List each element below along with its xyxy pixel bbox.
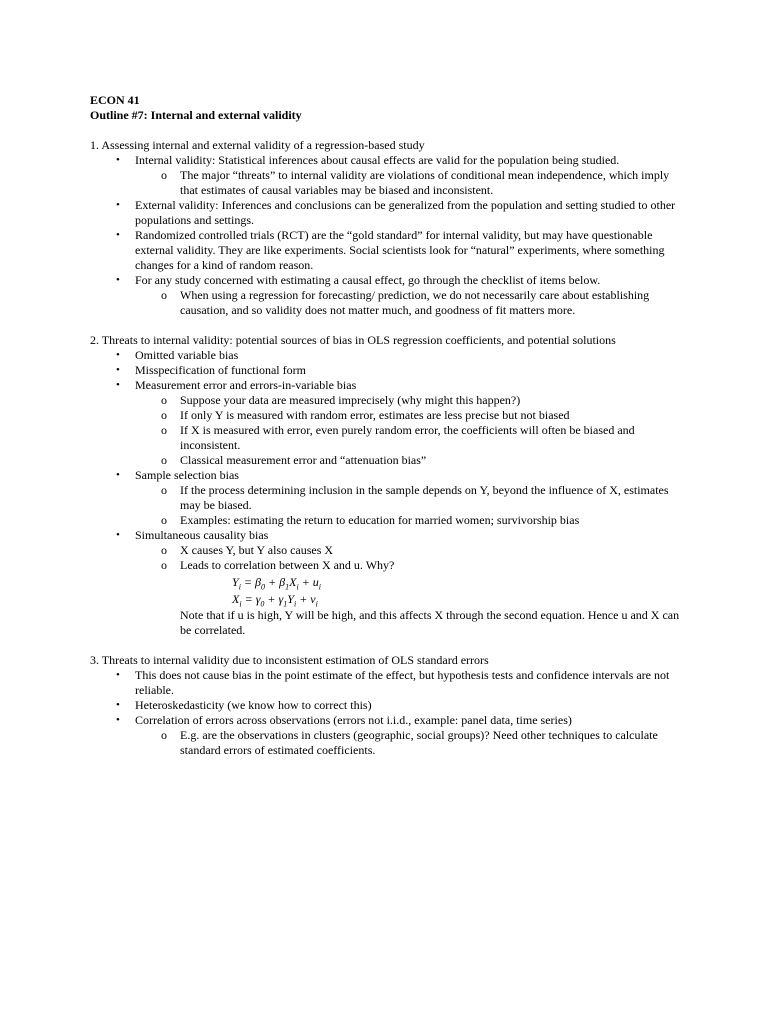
bullet-icon: • <box>116 669 120 681</box>
sub-list-item: o If the process determining inclusion in the sample depends on Y, beyond the influence of X, estimates may be biased. <box>161 483 669 512</box>
sub-list <box>135 483 685 528</box>
sub-list-item: o If only Y is measured with random error, estimates are less precise but not biased <box>161 408 570 422</box>
outline-title: Outline #7: Internal and external validity <box>90 108 302 122</box>
course-title: ECON 41 <box>90 93 140 107</box>
sub-list-item: o When using a regression for forecasting/ prediction, we do not necessarily care about establishing causation, and so validity does not matter much, and goodness of fit matters more. <box>161 288 650 317</box>
bullet-icon: • <box>116 469 120 481</box>
section-2 <box>90 333 685 638</box>
section-3-list <box>90 668 685 758</box>
sub-list-item: o E.g. are the observations in clusters (geographic, social groups)? Need other techniques to calculate standard errors of estimated coefficients. <box>161 728 658 757</box>
bullet-icon: • <box>116 699 120 711</box>
list-item: • Internal validity: Statistical inferences about causal effects are valid for the population being studied. o The major “threats” to internal validity are violations of conditional mean independence, which imply that estimates of causal variables may be biased and inconsistent. <box>90 153 685 198</box>
list-item: • External validity: Inferences and conclusions can be generalized from the population and setting studied to other populations and settings. <box>116 198 676 227</box>
section-2-title: 2. Threats to internal validity: potential sources of bias in OLS regression coefficients, and potential solutions <box>90 333 616 347</box>
sub-list <box>135 393 685 468</box>
sub-list-item: o X causes Y, but Y also causes X <box>161 543 334 557</box>
sub-list-item: o Examples: estimating the return to education for married women; survivorship bias <box>161 513 580 527</box>
bullet-icon: • <box>116 364 120 376</box>
list-item: • Misspecification of functional form <box>116 363 306 377</box>
sub-list-item: o Leads to correlation between X and u. Why? $Y_i = \beta_0 + \beta_1X_i + u_i$ $X_i = \gamma_0 + \gamma_1Y_i + v_i$ Note that if u is high, Y will be high, and this affects X through the second equation. Hence u and X can be correlated. <box>135 558 685 638</box>
section-2-list <box>90 348 685 638</box>
sub-bullet-icon: o <box>161 168 167 182</box>
list-item: • Randomized controlled trials (RCT) are the “gold standard” for internal validity, but may have questionable external validity. They are like experiments. Social scientists look for “natural” experiments, where something changes for a kind of random reason. <box>116 228 665 272</box>
sub-bullet-icon: o <box>161 483 167 497</box>
equation-note: Note that if u is high, Y will be high, and this affects X through the second equation. Hence u and X can be correlated. <box>180 608 680 637</box>
sub-bullet-icon: o <box>161 543 167 557</box>
bullet-icon: • <box>116 349 120 361</box>
list-item: • Sample selection bias o If the process determining inclusion in the sample depends on Y, beyond the influence of X, estimates may be biased. o Examples: estimating the return to education for married women; survivorship bias <box>90 468 685 528</box>
list-item: • This does not cause bias in the point estimate of the effect, but hypothesis tests and confidence intervals are not reliable. <box>116 668 670 697</box>
bullet-icon: • <box>116 154 120 166</box>
list-item: • Omitted variable bias <box>116 348 239 362</box>
sub-bullet-icon: o <box>161 558 167 572</box>
bullet-icon: • <box>116 379 120 391</box>
sub-bullet-icon: o <box>161 288 167 302</box>
sub-bullet-icon: o <box>161 728 167 742</box>
section-1 <box>90 138 685 318</box>
list-item: • Measurement error and errors-in-variable bias o Suppose your data are measured imprecisely (why might this happen?) o If only Y is measured with random error, estimates are less precise but not biased o If X is measured with error, even purely random error, the coefficients will often be biased and inconsistent. o Classical measurement error and “attenuation bias” <box>90 378 685 468</box>
document-content <box>90 93 685 773</box>
section-1-list <box>90 153 685 318</box>
sub-bullet-icon: o <box>161 423 167 437</box>
list-item: • Heteroskedasticity (we know how to correct this) <box>116 698 372 712</box>
sub-list <box>135 543 685 638</box>
sub-bullet-icon: o <box>161 453 167 467</box>
sub-list-item: o Suppose your data are measured imprecisely (why might this happen?) <box>161 393 521 407</box>
equation-1: $Y_i = \beta_0 + \beta_1X_i + u_i$ <box>232 575 322 592</box>
sub-bullet-icon: o <box>161 393 167 407</box>
sub-bullet-icon: o <box>161 408 167 422</box>
section-1-title: 1. Assessing internal and external validity of a regression-based study <box>90 138 425 152</box>
sub-list-item: o If X is measured with error, even purely random error, the coefficients will often be biased and inconsistent. <box>161 423 635 452</box>
list-item: • Correlation of errors across observations (errors not i.i.d., example: panel data, time series) o E.g. are the observations in clusters (geographic, social groups)? Need other techniques to calculate standard errors of estimated coefficients. <box>90 713 685 758</box>
section-3 <box>90 653 685 758</box>
bullet-icon: • <box>116 274 120 286</box>
section-3-title: 3. Threats to internal validity due to inconsistent estimation of OLS standard errors <box>90 653 489 667</box>
list-item: • For any study concerned with estimating a causal effect, go through the checklist of items below. o When using a regression for forecasting/ prediction, we do not necessarily care about establishing causation, and so validity does not matter much, and goodness of fit matters more. <box>90 273 685 318</box>
sub-list-item: o The major “threats” to internal validity are violations of conditional mean independence, which imply that estimates of causal variables may be biased and inconsistent. <box>161 168 670 197</box>
sub-list <box>135 728 685 758</box>
sub-bullet-icon: o <box>161 513 167 527</box>
sub-list <box>135 288 685 318</box>
sub-list <box>135 168 685 198</box>
bullet-icon: • <box>116 529 120 541</box>
equation-2: $X_i = \gamma_0 + \gamma_1Y_i + v_i$ <box>232 592 318 609</box>
list-item: • Simultaneous causality bias o X causes Y, but Y also causes X o Leads to correlation between X and u. Why? $Y_i = \beta_0 + \beta_1X_i + u_i$ $X_i = \gamma_0 + \gamma_1Y_i + v_i$ Note that if u is high, Y will be high, and this affects X through the second equation. Hence u and X can be correlated. <box>90 528 685 638</box>
equation-block <box>180 573 685 608</box>
sub-list-item: o Classical measurement error and “attenuation bias” <box>161 453 427 467</box>
bullet-icon: • <box>116 714 120 726</box>
bullet-icon: • <box>116 199 120 211</box>
bullet-icon: • <box>116 229 120 241</box>
